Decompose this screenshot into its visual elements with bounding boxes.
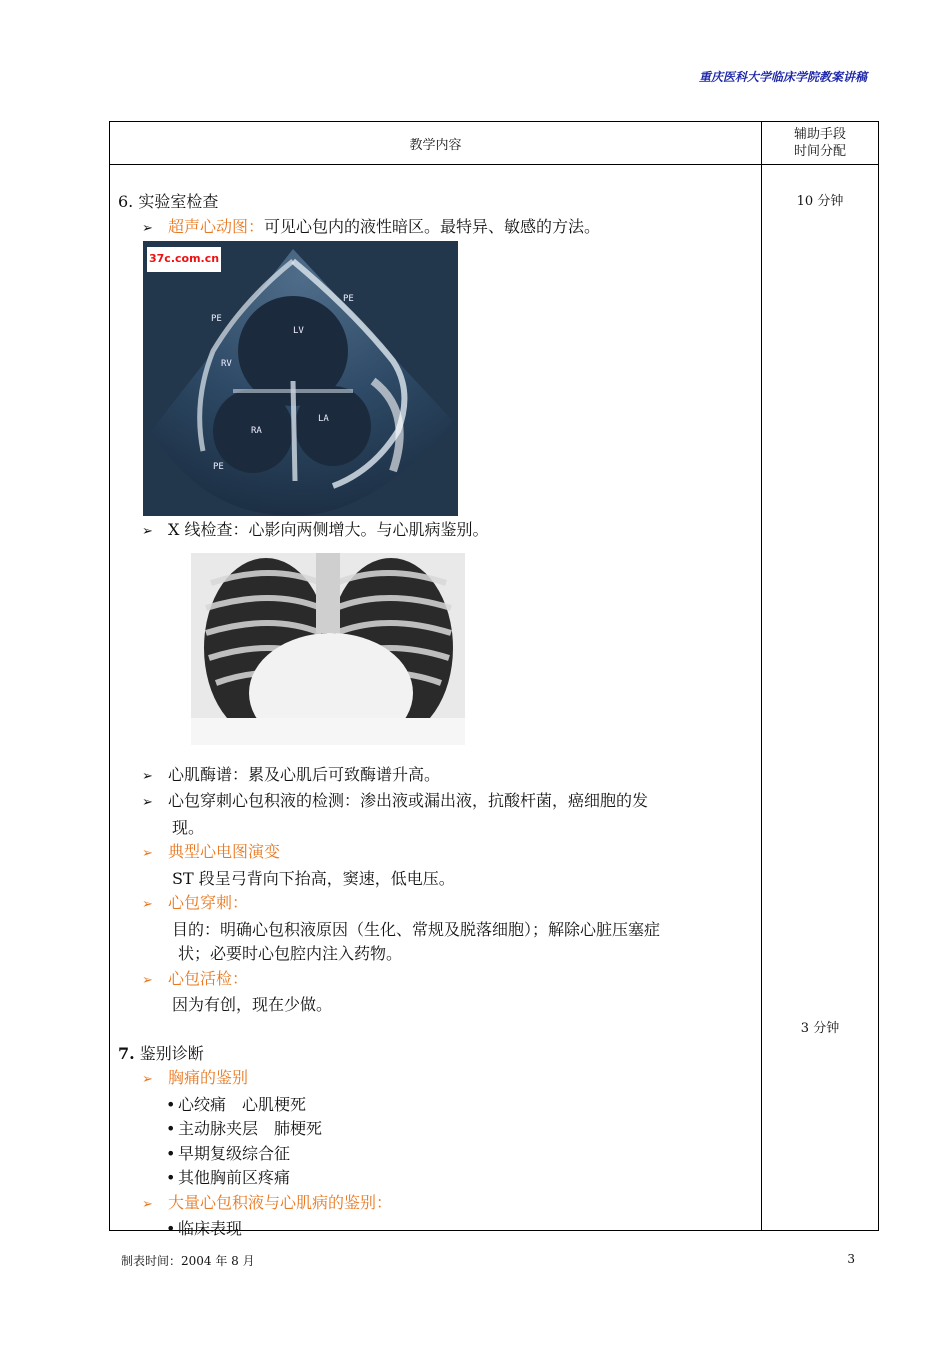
effusion-item-1: 临床表现 xyxy=(178,1219,243,1238)
dot-bullet-icon: • xyxy=(166,1168,176,1187)
pericardial-fluid-item xyxy=(118,789,758,816)
puncture-text-1: 目的：明确心包积液原因（生化、常规及脱落细胞）；解除心脏压塞症 xyxy=(172,919,661,939)
header-divider xyxy=(110,164,878,165)
chest-pain-item xyxy=(118,1066,758,1093)
echo-mark-6: LA xyxy=(318,414,329,424)
dot-bullet-icon: • xyxy=(166,1119,176,1138)
list-item xyxy=(118,1117,758,1142)
echo-mark-7: PE xyxy=(213,462,224,472)
dot-bullet-icon: • xyxy=(166,1143,176,1163)
echo-text: 可见心包内的液性暗区。最特异、敏感的方法。 xyxy=(264,216,601,236)
chest-pain-label: 胸痛的鉴别 xyxy=(168,1068,249,1087)
effusion-label: 大量心包积液与心肌病的鉴别： xyxy=(168,1192,393,1212)
biopsy-text: 因为有创，现在少做。 xyxy=(172,995,333,1014)
effusion-item xyxy=(118,1191,758,1218)
arrow-bullet-icon: ➢ xyxy=(142,846,153,861)
enzyme-text: 心肌酶谱：累及心肌后可致酶谱升高。 xyxy=(168,764,441,784)
arrow-bullet-icon: ➢ xyxy=(142,1072,153,1087)
arrow-bullet-icon: ➢ xyxy=(142,795,153,810)
list-item xyxy=(118,1166,758,1191)
arrow-bullet-icon: ➢ xyxy=(142,768,153,784)
puncture-label: 心包穿刺： xyxy=(168,893,249,912)
column-divider xyxy=(761,122,762,1230)
pericardial-fluid-text-2: 现。 xyxy=(172,817,205,837)
pericardial-fluid-text-1: 心包穿刺心包积液的检测：渗出液或漏出液，抗酸杆菌，癌细胞的发 xyxy=(168,791,649,810)
chest-pain-item-2: 主动脉夹层 肺梗死 xyxy=(178,1119,323,1138)
xray-text: X 线检查：心影向两侧增大。与心肌病鉴别。 xyxy=(168,520,489,539)
section-7-number: 7. xyxy=(118,1043,135,1063)
enzyme-item xyxy=(118,763,758,790)
section-6-number: 6. xyxy=(118,192,134,211)
list-item xyxy=(118,1093,758,1118)
chest-pain-item-3: 早期复级综合征 xyxy=(178,1143,291,1163)
arrow-bullet-icon: ➢ xyxy=(142,220,153,236)
arrow-bullet-icon: ➢ xyxy=(142,1196,153,1212)
arrow-bullet-icon: ➢ xyxy=(142,972,153,988)
echo-logo: 37c.com.cn xyxy=(147,247,221,272)
teaching-content xyxy=(118,190,758,1242)
biopsy-label: 心包活检： xyxy=(168,968,249,988)
ecg-label: 典型心电图演变 xyxy=(168,842,281,861)
echo-mark-2: PE xyxy=(211,314,222,324)
section-7-title: 鉴别诊断 xyxy=(139,1043,204,1063)
content-column-header: 教学内容 xyxy=(409,137,462,153)
page-number: 3 xyxy=(847,1252,855,1266)
aux-column-header xyxy=(762,122,878,164)
list-item xyxy=(118,1217,758,1242)
ecg-text: ST 段呈弓背向下抬高，窦速，低电压。 xyxy=(172,868,455,888)
footer-made-time: 制表时间：2004 年 8 月 xyxy=(121,1254,255,1268)
echo-item xyxy=(118,215,758,242)
arrow-bullet-icon: ➢ xyxy=(142,897,153,912)
section-6-title: 实验室检查 xyxy=(138,192,219,211)
dot-bullet-icon: • xyxy=(166,1219,176,1238)
chest-xray-graphic xyxy=(191,553,465,745)
chest-pain-item-4: 其他胸前区疼痛 xyxy=(178,1168,291,1187)
section-7-heading xyxy=(118,1042,758,1067)
echo-mark-5: RA xyxy=(251,426,262,436)
puncture-item xyxy=(118,891,758,918)
ecg-item xyxy=(118,840,758,867)
echo-label: 超声心动图： xyxy=(168,216,265,236)
puncture-text-2: 状；必要时心包腔内注入药物。 xyxy=(178,944,403,963)
time-allocation-1: 10 分钟 xyxy=(796,194,844,209)
xray-item xyxy=(118,518,758,545)
list-item xyxy=(118,1142,758,1167)
dot-bullet-icon: • xyxy=(166,1094,176,1114)
chest-xray-image xyxy=(191,553,465,745)
lesson-table xyxy=(109,121,879,1238)
aux-header-line1: 辅助手段 xyxy=(793,127,846,142)
aux-header-line2: 时间分配 xyxy=(793,144,846,159)
echocardiogram-graphic xyxy=(143,241,458,516)
chest-pain-item-1: 心绞痛 心肌梗死 xyxy=(178,1094,307,1114)
page-header-title: 重庆医科大学临床学院教案讲稿 xyxy=(698,70,867,84)
arrow-bullet-icon: ➢ xyxy=(142,524,153,539)
biopsy-item xyxy=(118,967,758,994)
time-allocation-2: 3 分钟 xyxy=(800,1021,840,1036)
echo-mark-4: RV xyxy=(221,359,232,369)
echocardiogram-image xyxy=(143,241,458,516)
section-6-heading xyxy=(118,190,758,215)
echo-mark-1: PE xyxy=(343,294,354,304)
echo-mark-3: LV xyxy=(293,326,304,336)
